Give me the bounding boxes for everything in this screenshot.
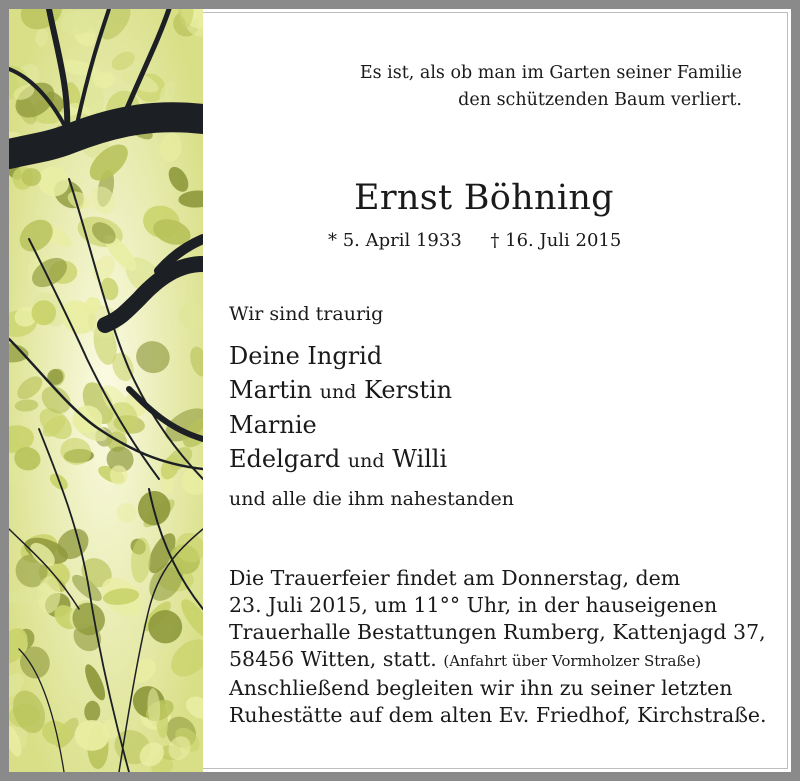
mourning-intro: Wir sind traurig [229,303,384,325]
death-date: † 16. Juli 2015 [490,230,622,251]
funeral-line [229,646,767,675]
quote-line-1: Es ist, als ob man im Garten seiner Familie [359,63,742,83]
funeral-address-end: 58456 Witten, statt. [229,647,437,671]
others-mourning: und alle die ihm nahestanden [229,488,514,510]
funeral-line: 23. Juli 2015, um 11°° Uhr, in der hauseigenen [229,593,718,617]
tree-leaves-image [9,9,203,772]
mourner-conjunction: und [319,380,357,403]
deceased-name: Ernst Böhning [354,178,614,218]
mourner-line [229,374,452,410]
mourner-name: Willi [392,444,448,473]
mourners-list [229,340,452,478]
funeral-line: Anschließend begleiten wir ihn zu seiner letzten [229,676,733,700]
mourner-conjunction: und [347,449,385,472]
life-dates [328,230,621,251]
funeral-line: Trauerhalle Bestattungen Rumberg, Kattenjagd 37, [229,620,766,644]
funeral-line: Ruhestätte auf dem alten Ev. Friedhof, Kirchstraße. [229,703,767,727]
mourner-name: Martin [229,375,313,404]
quote [360,60,742,114]
quote-line-2: den schützenden Baum verliert. [458,90,742,110]
mourner-line [229,443,452,479]
mourner-name: Marnie [229,411,317,439]
funeral-line: Die Trauerfeier findet am Donnerstag, dem [229,566,681,590]
mourner-name: Edelgard [229,444,341,473]
birth-date: * 5. April 1933 [328,230,462,251]
mourner-line [229,340,452,374]
mourner-line [229,409,452,443]
mourner-name: Kerstin [364,375,453,404]
funeral-info [229,565,767,729]
funeral-directions: (Anfahrt über Vormholzer Straße) [443,652,702,670]
mourner-name: Deine Ingrid [229,342,383,370]
tree-leaves-illustration [9,9,203,772]
